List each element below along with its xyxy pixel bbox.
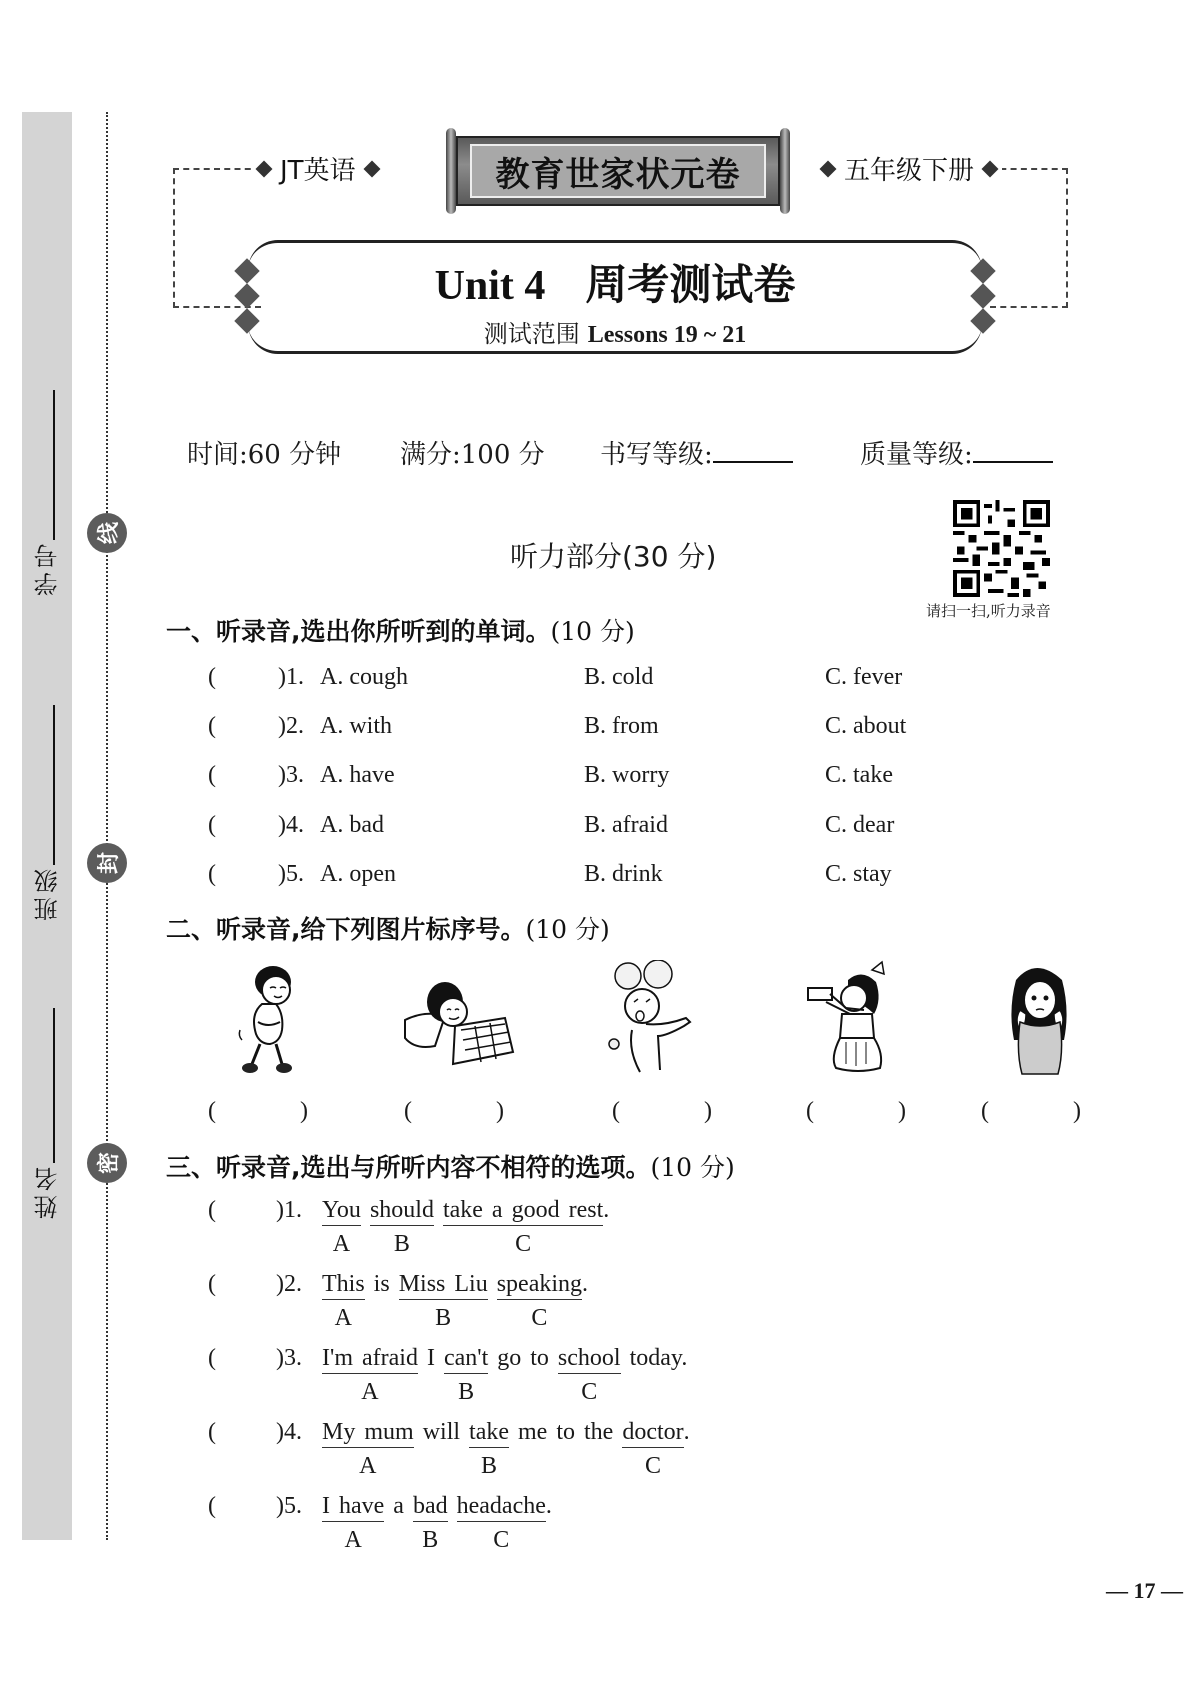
title-unit: Unit 4 (434, 263, 546, 309)
name-field[interactable] (24, 1008, 70, 1219)
picture-5-answer[interactable]: ( ) (981, 1098, 1081, 1124)
section2-points: (10 分) (525, 915, 610, 944)
answer-bracket[interactable]: ( (208, 1345, 216, 1371)
s3-question-1 (208, 1197, 908, 1267)
option-c: C. take (825, 762, 893, 788)
answer-bracket[interactable]: ( (208, 861, 216, 887)
s1-question-2 (208, 713, 968, 745)
section2-heading (166, 910, 610, 946)
answer-bracket[interactable]: ( (208, 1271, 216, 1297)
sentence: I'm afraid A I can't B go to school C today. (322, 1345, 688, 1405)
section3-points: (10 分) (650, 1153, 735, 1182)
student-id-field[interactable] (24, 390, 70, 596)
answer-bracket[interactable]: ( (208, 762, 216, 788)
option-a: A. bad (320, 812, 384, 838)
student-id-line[interactable] (53, 390, 55, 540)
option-a: A. with (320, 713, 392, 739)
s3-question-3 (208, 1345, 908, 1415)
quality-grade-blank[interactable] (973, 441, 1053, 463)
boy-coughing-picture-icon (602, 960, 702, 1080)
seal-secret-icon: 密 (87, 1143, 127, 1183)
quality-grade-label: 质量等级: (860, 440, 973, 470)
option-c: C. dear (825, 812, 895, 838)
name-label: 姓名 (33, 1163, 62, 1219)
qr-caption: 请扫一扫,听力录音 (926, 602, 1051, 620)
section1-heading (166, 612, 635, 648)
answer-bracket[interactable]: ( (208, 1419, 216, 1445)
question-number: ( )5. (208, 1493, 302, 1519)
option-b: B. worry (584, 762, 670, 788)
picture-2-answer[interactable]: ( ) (404, 1098, 504, 1124)
question-number: )2. (278, 713, 304, 739)
class-line[interactable] (53, 705, 55, 865)
diamond-icon (820, 160, 837, 177)
sentence: You A should B take a good rest C . (322, 1197, 610, 1257)
girl-toothache-picture-icon (990, 960, 1090, 1080)
s3-question-2 (208, 1271, 908, 1341)
series-scroll-banner (446, 128, 790, 214)
girl-drinking-water-picture-icon (800, 960, 900, 1080)
writing-grade-blank[interactable] (713, 441, 793, 463)
diamond-icon (256, 160, 273, 177)
class-field[interactable] (24, 705, 70, 921)
option-b: B. cold (584, 664, 654, 690)
child-in-bed-picture-icon (395, 960, 515, 1080)
qr-code-icon[interactable] (953, 500, 1050, 597)
section3-heading (166, 1148, 735, 1184)
page-number: — 17 — (1106, 1578, 1183, 1603)
section2-title: 二、听录音,给下列图片标序号。 (166, 915, 526, 944)
question-number: )3. (278, 762, 304, 788)
page-title (248, 252, 982, 312)
grade-tag (816, 150, 1002, 187)
s1-question-5 (208, 861, 968, 893)
option-c: C. fever (825, 664, 903, 690)
scope-label: 测试范围 (483, 320, 580, 348)
grade-label: 五年级下册 (844, 156, 975, 186)
page-number-value: 17 (1133, 1578, 1156, 1603)
quality-grade (860, 434, 1053, 471)
section1-title: 一、听录音,选出你所听到的单词。 (166, 617, 551, 646)
section3-title: 三、听录音,选出与所听内容不相符的选项。 (166, 1153, 651, 1182)
answer-bracket[interactable]: ( (208, 664, 216, 690)
s1-question-4 (208, 812, 968, 844)
answer-bracket[interactable]: ( (208, 713, 216, 739)
full-score: 满分:100 分 (400, 440, 545, 470)
name-line[interactable] (53, 1008, 55, 1163)
option-b: B. drink (584, 861, 663, 887)
writing-grade (600, 434, 793, 471)
answer-bracket[interactable]: ( (208, 1197, 216, 1223)
s3-question-5 (208, 1493, 908, 1563)
subject-tag (252, 150, 384, 187)
option-b: B. from (584, 713, 659, 739)
title-cn: 周考测试卷 (585, 260, 796, 309)
answer-bracket[interactable]: ( (208, 1493, 216, 1519)
sentence: My mum A will take B me to the doctor C . (322, 1419, 690, 1479)
option-a: A. have (320, 762, 395, 788)
listening-part-title: 听力部分(30 分) (510, 540, 717, 573)
diamond-icon (982, 160, 999, 177)
s1-question-3 (208, 762, 968, 794)
option-c: C. stay (825, 861, 892, 887)
test-scope (248, 314, 982, 349)
option-a: A. open (320, 861, 396, 887)
seal-seal-icon: 封 (87, 843, 127, 883)
diamond-icon (363, 160, 380, 177)
writing-grade-label: 书写等级: (600, 440, 713, 470)
subject-label: JT英语 (280, 156, 356, 186)
picture-4-answer[interactable]: ( ) (806, 1098, 906, 1124)
question-number: )4. (278, 812, 304, 838)
section1-points: (10 分) (550, 617, 635, 646)
series-title: 教育世家状元卷 (470, 144, 766, 198)
class-label: 班级 (33, 865, 62, 921)
s1-question-1 (208, 664, 968, 696)
sentence: I have A a bad B headache C . (322, 1493, 552, 1553)
scroll-rod-right (780, 128, 790, 214)
question-number: ( )3. (208, 1345, 302, 1371)
question-number: ( )2. (208, 1271, 302, 1297)
time-limit: 时间:60 分钟 (187, 440, 342, 470)
cut-line (106, 112, 108, 1540)
option-a: A. cough (320, 664, 408, 690)
answer-bracket[interactable]: ( (208, 812, 216, 838)
option-b: B. afraid (584, 812, 668, 838)
header-dashed-frame-right (990, 168, 1068, 308)
boy-stomachache-picture-icon (218, 960, 318, 1080)
picture-3-answer[interactable]: ( ) (612, 1098, 712, 1124)
question-number: )1. (278, 664, 304, 690)
seal-line-icon: 线 (87, 513, 127, 553)
question-number: )5. (278, 861, 304, 887)
option-c: C. about (825, 713, 907, 739)
s3-question-4 (208, 1419, 908, 1489)
sentence: This A is Miss Liu B speaking C . (322, 1271, 589, 1331)
question-number: ( )4. (208, 1419, 302, 1445)
question-number: ( )1. (208, 1197, 302, 1223)
scope-value: Lessons 19 ~ 21 (587, 322, 747, 348)
scroll-rod-left (446, 128, 456, 214)
picture-row (200, 960, 1090, 1090)
picture-1-answer[interactable]: ( ) (208, 1098, 308, 1124)
student-id-label: 学号 (33, 540, 62, 596)
